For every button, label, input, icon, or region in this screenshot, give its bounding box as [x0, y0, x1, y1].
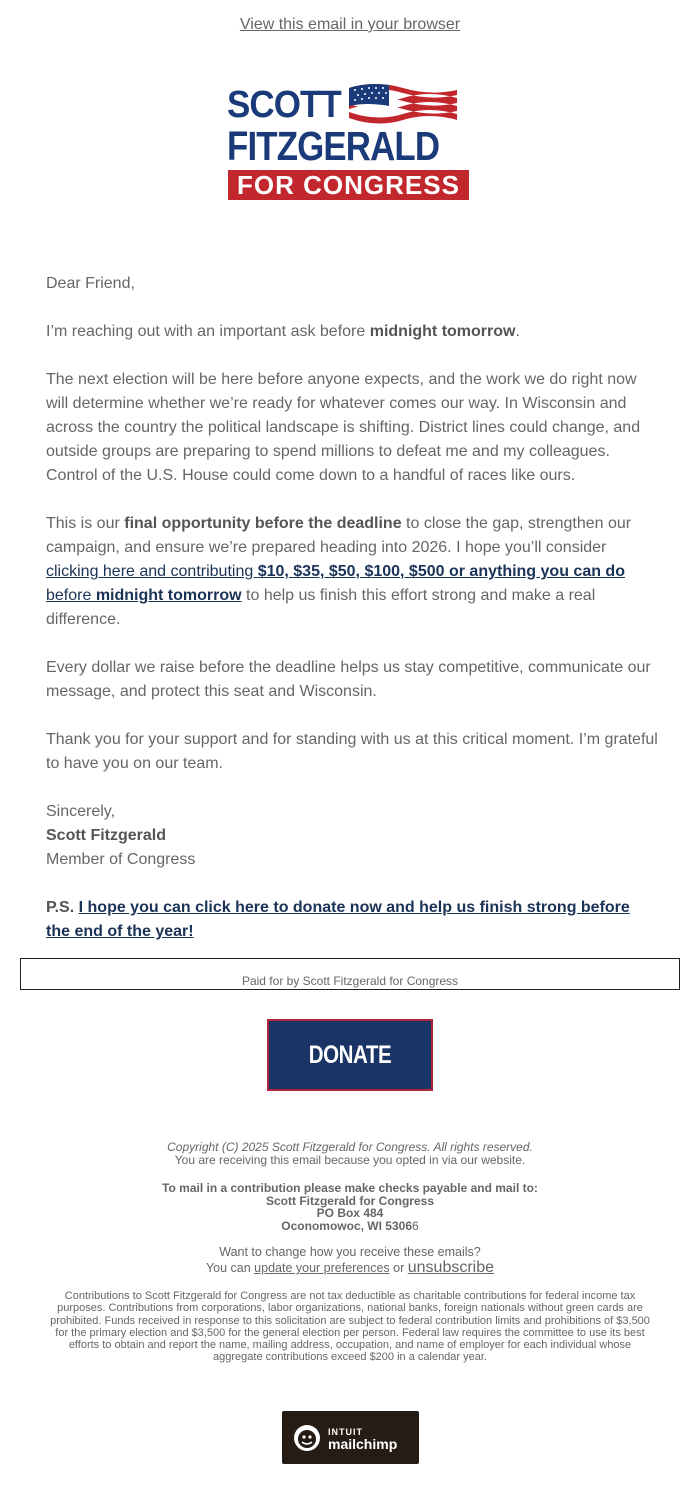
letter-body	[46, 272, 658, 944]
mailchimp-brand-text: mailchimp	[328, 1436, 398, 1452]
pref-or: or	[389, 1261, 408, 1275]
p1-bold: midnight tomorrow	[369, 323, 516, 340]
ps-label: P.S.	[46, 899, 79, 916]
paragraph-2: The next election will be here before anyone expects, and the work we do right now will determine whether we’re ready for whatever comes our way. In Wisconsin and across the country the political landscape is shifting. District lines could change, and outside groups are preparing to spend millions to defeat me and my colleagues. Control of the U.S. House could come down to a handful of races like ours.	[46, 371, 641, 484]
signature-block	[46, 800, 658, 872]
pref-question: Want to change how you receive these emails?	[219, 1245, 481, 1259]
mailchimp-badge[interactable]	[282, 1411, 419, 1464]
signer-name-text: Scott Fitzgerald	[46, 827, 167, 844]
mail-city	[40, 1220, 660, 1233]
contribute-link-c: before	[46, 587, 96, 604]
footer-copyright	[40, 1141, 660, 1167]
signer-title: Member of Congress	[46, 851, 196, 868]
copyright-italic: Copyright (C) 2025 Scott Fitzgerald for Congress. All rights reserved.	[167, 1140, 533, 1154]
unsubscribe-link[interactable]: unsubscribe	[407, 1259, 495, 1276]
mail-city-text: Oconomowoc, WI 5306	[281, 1218, 412, 1233]
logo-line-scott: SCOTT	[227, 84, 341, 126]
donate-button-label: DONATE HERE	[308, 1041, 392, 1137]
mail-intro: To mail in a contribution please make checks payable and mail to:	[162, 1181, 538, 1195]
pref-line	[40, 1260, 660, 1276]
pref-you-can: You can	[205, 1261, 255, 1275]
mail-city-tail: 6	[412, 1218, 419, 1233]
p3-mid: to close the gap, strengthen our campaign, and ensure we’re prepared heading into 2026. I hope you’ll consider	[46, 515, 632, 556]
mail-name: Scott Fitzgerald for Congress	[265, 1193, 435, 1208]
signer-name	[46, 824, 658, 848]
paid-for-disclaimer	[20, 958, 680, 990]
p3-bold: final opportunity before the deadline	[124, 515, 402, 532]
mailchimp-freddie-icon	[292, 1423, 322, 1453]
greeting: Dear Friend,	[46, 275, 135, 292]
footer-mailing-address	[40, 1182, 660, 1232]
american-flag-icon	[345, 82, 461, 126]
mailchimp-intuit-text: INTUIT	[328, 1427, 363, 1437]
footer-legal-disclaimer: Contributions to Scott Fitzgerald for Congress are not tax deductible as charitable contributions for federal income tax purposes. Contributions from corporations, labor organizations, national banks, foreign nationals without green cards are prohibited. Funds received in response to this solicitation are subject to federal contribution limits and prohibitions of $3,500 for the primary election and $3,500 for the general election per person. Federal law requires the committee to use its best efforts to obtain and report the name, mailing address, occupation, and name of employer for each individual whose aggregate contributions exceed $200 in a calendar year.	[50, 1290, 650, 1364]
mail-po-box: PO Box 484	[316, 1206, 384, 1220]
p1-end: .	[515, 323, 520, 340]
paragraph-5: Thank you for your support and for standing with us at this critical moment. I’m grateful to have you on our team.	[46, 731, 658, 772]
opt-in-text: You are receiving this email because you opted in via our website.	[174, 1153, 526, 1167]
paragraph-4: Every dollar we raise before the deadline helps us stay competitive, communicate our message, and protect this seat and Wisconsin.	[46, 659, 651, 700]
p3-text: This is our	[46, 515, 125, 532]
view-in-browser-link[interactable]: View this email in your browser	[239, 16, 461, 33]
contribute-link-amounts: $10, $35, $50, $100, $500 or anything you can do	[257, 563, 625, 580]
update-preferences-link[interactable]: update your preferences	[254, 1261, 390, 1275]
closing: Sincerely,	[46, 803, 116, 820]
paid-for-text: Paid for by Scott Fitzgerald for Congress	[241, 974, 459, 988]
postscript	[46, 896, 658, 944]
logo-line-fitzgerald: FITZGERALD	[227, 123, 440, 169]
paragraph-1	[46, 320, 658, 344]
footer-preferences	[40, 1245, 660, 1276]
logo-line-for-congress: FOR CONGRESS	[228, 170, 469, 200]
ps-donate-link[interactable]: I hope you can click here to donate now and help us finish strong before the end of the year!	[46, 899, 630, 940]
campaign-logo	[227, 82, 473, 204]
p3-end: to help us finish this effort strong and make a real difference.	[46, 587, 596, 628]
p1-text: I’m reaching out with an important ask before	[46, 323, 370, 340]
contribute-link-a: clicking here and contributing	[46, 563, 258, 580]
contribute-link-deadline: midnight tomorrow	[95, 587, 242, 604]
paragraph-3	[46, 512, 658, 632]
donate-here-button[interactable]	[267, 1019, 433, 1137]
